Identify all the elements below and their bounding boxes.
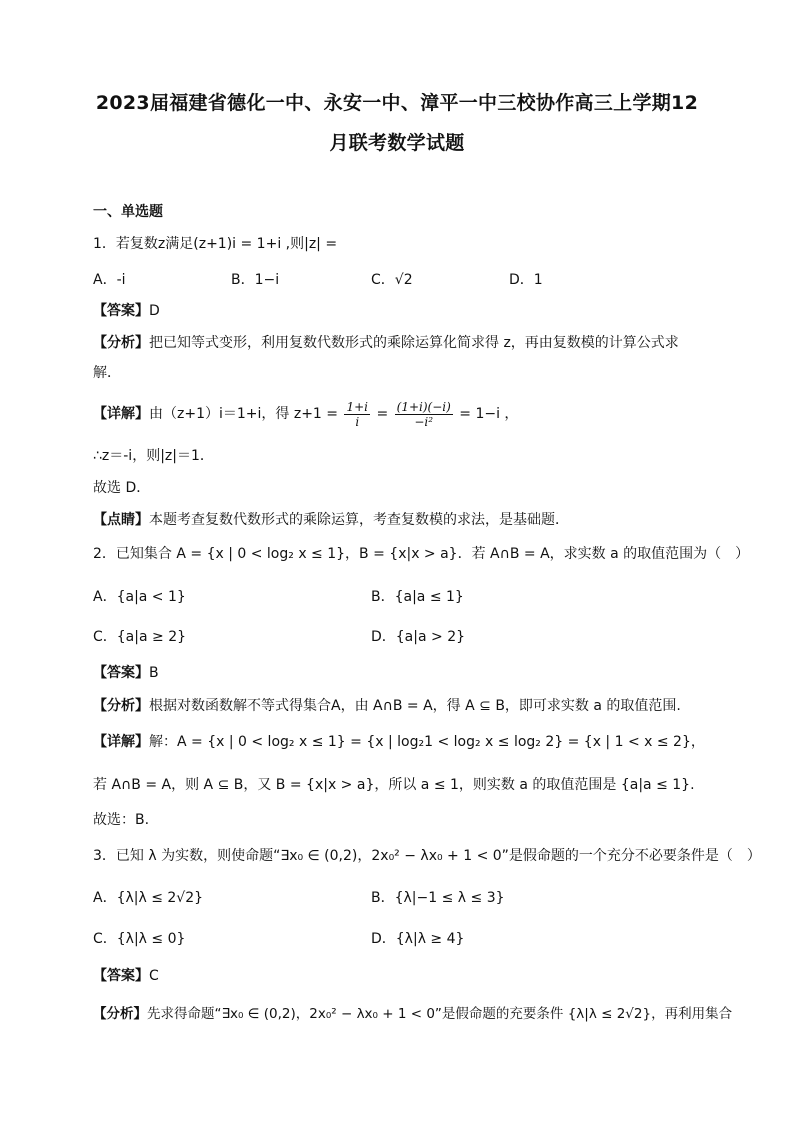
q1-option-c: C．√2 (371, 272, 413, 288)
q1-stem: 1．若复数z满足(z+1)i = 1+i ,则|z| = (93, 236, 338, 252)
q1-detail-line-2: ∴z＝-i，则|z|＝1． (93, 448, 214, 464)
answer-tag: 【答案】 (93, 303, 149, 319)
analysis-text: 先求得命题“∃x₀ ∈ (0,2)，2x₀² − λx₀ + 1 < 0”是假命题的充要条件 {λ|λ ≤ 2√2}，再利用集合 (147, 1006, 733, 1022)
detail-text-post: = 1−i ， (459, 406, 519, 422)
detail-text: 解：A = {x | 0 < log₂ x ≤ 1} = {x | log₂1 < log₂ x ≤ log₂ 2} = {x | 1 < x ≤ 2}， (149, 734, 705, 750)
q3-option-c: C．{λ|λ ≤ 0} (93, 931, 186, 947)
exam-title-line-1: 2023届福建省德化一中、永安一中、漳平一中三校协作高三上学期12 (95, 92, 699, 114)
q2-option-a: A．{a|a < 1} (93, 589, 186, 605)
q1-analysis-cont: 解． (93, 365, 121, 381)
q2-detail (93, 732, 734, 752)
detail-tag: 【详解】 (93, 734, 149, 750)
answer-tag: 【答案】 (93, 665, 149, 681)
q3-answer (93, 966, 734, 986)
detail-text-pre: 由（z+1）i＝1+i，得 z+1 = (149, 406, 339, 422)
q1-choose: 故选 D． (93, 480, 151, 496)
q1-analysis (93, 333, 734, 353)
exam-title-line-2: 月联考数学试题 (329, 132, 465, 154)
q2-option-c: C．{a|a ≥ 2} (93, 629, 187, 645)
q2-stem: 2．已知集合 A = {x | 0 < log₂ x ≤ 1}，B = {x|x > a}．若 A∩B = A，求实数 a 的取值范围为（ ） (93, 546, 750, 562)
answer-tag: 【答案】 (93, 968, 149, 984)
analysis-tag: 【分析】 (93, 335, 149, 351)
q1-comment (93, 510, 734, 530)
answer-value: B (149, 665, 159, 681)
fraction-2: $\frac{(1+i)(-i)}{\text{−i²}}$ (396, 399, 451, 429)
q2-option-d: D．{a|a > 2} (371, 629, 466, 645)
q3-option-d: D．{λ|λ ≥ 4} (371, 931, 465, 947)
q2-option-b: B．{a|a ≤ 1} (371, 589, 464, 605)
analysis-text: 根据对数函数解不等式得集合A，由 A∩B = A，得 A ⊆ B，即可求实数 a 的取值范围. (149, 698, 681, 714)
q2-analysis (93, 696, 734, 716)
comment-text: 本题考查复数代数形式的乘除运算，考查复数模的求法，是基础题． (149, 512, 569, 528)
q3-option-b: B．{λ|−1 ≤ λ ≤ 3} (371, 890, 505, 906)
analysis-tag: 【分析】 (93, 1006, 147, 1022)
detail-tag: 【详解】 (93, 406, 149, 422)
q1-option-b: B．1−i (231, 272, 280, 288)
section-heading: 一、单选题 (93, 204, 163, 220)
q3-option-a: A．{λ|λ ≤ 2√2} (93, 890, 204, 906)
q1-answer (93, 301, 734, 321)
q1-detail: 【详解】由（z+1）i＝1+i，得 z+1 = $\frac{1+i}{i}$ = $\frac{(1+i)(-i)}{\text{−i²}}$ = 1−i ， (93, 399, 519, 429)
analysis-tag: 【分析】 (93, 698, 149, 714)
q3-analysis (93, 1004, 734, 1024)
q3-stem: 3．已知 λ 为实数，则使命题“∃x₀ ∈ (0,2)，2x₀² − λx₀ + 1 < 0”是假命题的一个充分不必要条件是（ ） (93, 848, 761, 864)
q2-detail-line-2: 若 A∩B = A，则 A ⊆ B，又 B = {x|x > a}，所以 a ≤ 1，则实数 a 的取值范围是 {a|a ≤ 1}. (93, 777, 695, 793)
comment-tag: 【点睛】 (93, 512, 149, 528)
q1-option-a: A．-i (93, 272, 126, 288)
q2-answer (93, 663, 734, 683)
analysis-text: 把已知等式变形，利用复数代数形式的乘除运算化简求得 z，再由复数模的计算公式求 (149, 335, 679, 351)
fraction-1: $\frac{1+i}{i}$ (346, 399, 369, 429)
answer-value: C (149, 968, 159, 984)
answer-value: D (149, 303, 160, 319)
q1-option-d: D．1 (509, 272, 543, 288)
q2-choose: 故选：B. (93, 812, 150, 828)
